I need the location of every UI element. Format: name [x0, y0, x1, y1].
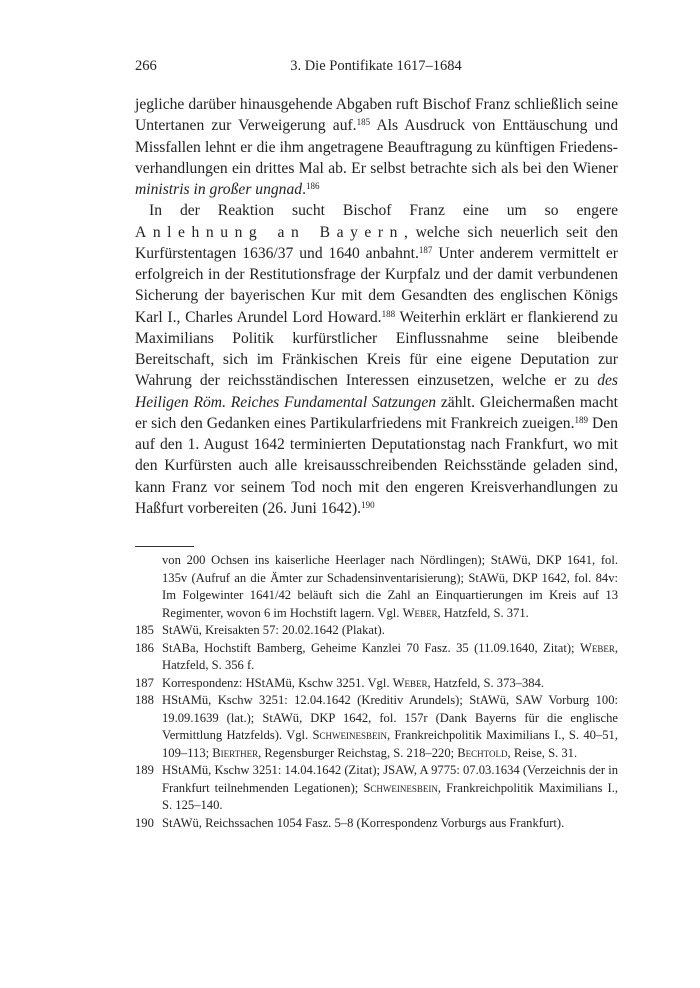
italic-quote: des Heiligen Röm. Reiches Fundamental Satzungen — [135, 372, 618, 411]
footnotes — [135, 552, 618, 832]
text-run: , Frankreichpolitik Maximilians I., S. 40–51, 109–113; — [162, 728, 618, 760]
footnote-text — [162, 692, 618, 762]
italic-quote: ministris in großer ungnad — [135, 181, 303, 198]
footnote-ref-187[interactable]: 187 — [418, 244, 433, 255]
text-run: Unter anderem vermittelt er erfolgreich in der Restitutionsfrage der Kurpfalz und der damit verbundenen Sicherung der bayerischen Kur mit dem Gesandten des englischen Königs Karl I., Charles Arundel Lord Howard. — [135, 244, 618, 326]
footnote-divider — [135, 546, 194, 547]
author-name: Weber — [402, 605, 438, 620]
author-name: Bechtold — [457, 745, 508, 760]
footnote-ref-189[interactable]: 189 — [574, 414, 588, 425]
running-title: 3. Die Pontifikate 1617–1684 — [290, 58, 462, 74]
text-run: HStAMü, Kschw 3251: 14.04.1642 (Zitat); JSAW, A 9775: 07.03.1634 (Verzeichnis der in Frankfurt teilnehmenden Legationen); — [162, 763, 618, 795]
footnote-187 — [135, 675, 618, 693]
page-number: 266 — [135, 58, 157, 74]
text-run: Als Ausdruck von Enttäuschung und Missfallen lehnt er die ihm angetragene Beauftragung zu künftigen Friedensverhandlungen ein drittes Mal ab. Er selbst betrachte sich als bei den Wiener — [135, 117, 619, 177]
footnote-number: 188 — [135, 693, 154, 707]
author-name: Schweinesbein — [312, 728, 387, 742]
footnote-ref-185[interactable]: 185 — [356, 117, 371, 128]
text-run: In der Reaktion sucht Bischof Franz eine um so engere — [149, 202, 618, 220]
text-run: Weiterhin erklärt er flankierend zu Maximilians Politik kurfürstlicher Einflussnahme seine bleibende Bereitschaft, sich im Fränkischen Kreis für eine eigene Deputation zur Wahrung der reichsständischen Interessen einzusetzen, welche er zu — [135, 308, 618, 390]
text-run: , Frankreichpolitik Maximilians I., S. 125–140. — [162, 780, 618, 812]
footnote-continuation — [135, 552, 618, 622]
text-run: Korrespondenz: HStAMü, Kschw 3251. Vgl. — [162, 675, 393, 690]
paragraph-1 — [135, 94, 618, 200]
author-name: Bierther — [212, 745, 259, 760]
text-run: , Hatzfeld, S. 356 f. — [162, 640, 618, 672]
footnote-ref-186[interactable]: 186 — [305, 181, 320, 191]
footnote-number: 190 — [135, 815, 154, 830]
spaced-emphasis: Anlehnung an Bayern — [135, 223, 404, 241]
footnote-189 — [135, 762, 618, 815]
footnote-number: 189 — [135, 763, 154, 777]
text-run: Den auf den 1. August 1642 terminierten Deputationstag nach Frankfurt, wo mit den Kurfürsten auch alle kreisausschreibenden Reichsstände geladen sind, kann Franz vor seinem Tod noch mit den engeren Kreisverhandlungen zu Haßfurt vorbereiten (26. Juni 1642). — [135, 414, 618, 517]
text-run: HStAMü, Kschw 3251: 12.04.1642 (Kreditiv Arundels); StAWü, SAW Vorburg 100: 19.09.1639 (lat.); StAWü, DKP 1642, fol. 157r (Dank Bayerns für die englische Vermittlung Hatzfelds). Vgl. — [162, 693, 618, 742]
footnote-number: 187 — [135, 675, 154, 690]
text-run: zählt. Gleichermaßen macht er sich den Gedanken eines Partikularfriedens mit Frankreich zueigen. — [135, 393, 618, 432]
footnote-text: StAWü, Kreisakten 57: 20.02.1642 (Plakat). — [162, 623, 385, 637]
text-run: , Hatzfeld, S. 373–384. — [427, 675, 545, 690]
text-run: , Regensburger Reichstag, S. 218–220; — [258, 745, 458, 760]
footnote-text: StAWü, Reichssachen 1054 Fasz. 5–8 (Korrespondenz Vorburgs aus Frankfurt). — [162, 815, 565, 830]
text-run: , welche sich neuerlich seit den Kurfürstentagen 1636/37 und 1640 anbahnt. — [135, 223, 618, 262]
footnote-186 — [135, 640, 618, 675]
body-text — [135, 94, 618, 519]
footnote-number: 186 — [135, 640, 154, 655]
text-run: von 200 Ochsen ins kaiserliche Heerlager nach Nördlingen); StAWü, DKP 1641, fol. 135v (Aufruf an die Ämter zur Schadensinventarisierung); StAWü, DKP 1642, fol. 84v: Im Folgewinter 1641/42 beläuft sich die Zahl an Einquartierungen im Kreis auf 13 Regimenter, wovon 6 im Hochstift lagern. Vgl. — [162, 553, 618, 620]
footnote-ref-190[interactable]: 190 — [361, 499, 375, 510]
author-name: Weber — [392, 675, 428, 690]
footnote-number: 185 — [135, 623, 154, 637]
footnote-ref-188[interactable]: 188 — [381, 308, 396, 319]
footnote-text — [162, 640, 618, 675]
text-run: jegliche darüber hinausgehende Abgaben ruft Bischof Franz schließlich seine Untertanen zur Verweigerung auf. — [135, 96, 618, 135]
text-run: , Hatzfeld, S. 371. — [437, 605, 529, 620]
text-run: StABa, Hochstift Bamberg, Geheime Kanzlei 70 Fasz. 35 (11.09.1640, Zitat); — [162, 640, 580, 655]
text-run: , Reise, S. 31. — [507, 745, 578, 760]
author-name: Schweinesbein — [363, 780, 438, 795]
paragraph-2 — [135, 200, 618, 519]
footnote-190 — [135, 815, 618, 833]
footnote-text — [162, 762, 618, 815]
running-header — [135, 58, 617, 80]
footnote-185 — [135, 622, 618, 640]
footnote-188 — [135, 692, 618, 762]
text-run: . — [302, 181, 306, 198]
footnote-text — [162, 675, 618, 693]
footnote-text — [162, 552, 618, 622]
author-name: Weber — [579, 640, 615, 655]
